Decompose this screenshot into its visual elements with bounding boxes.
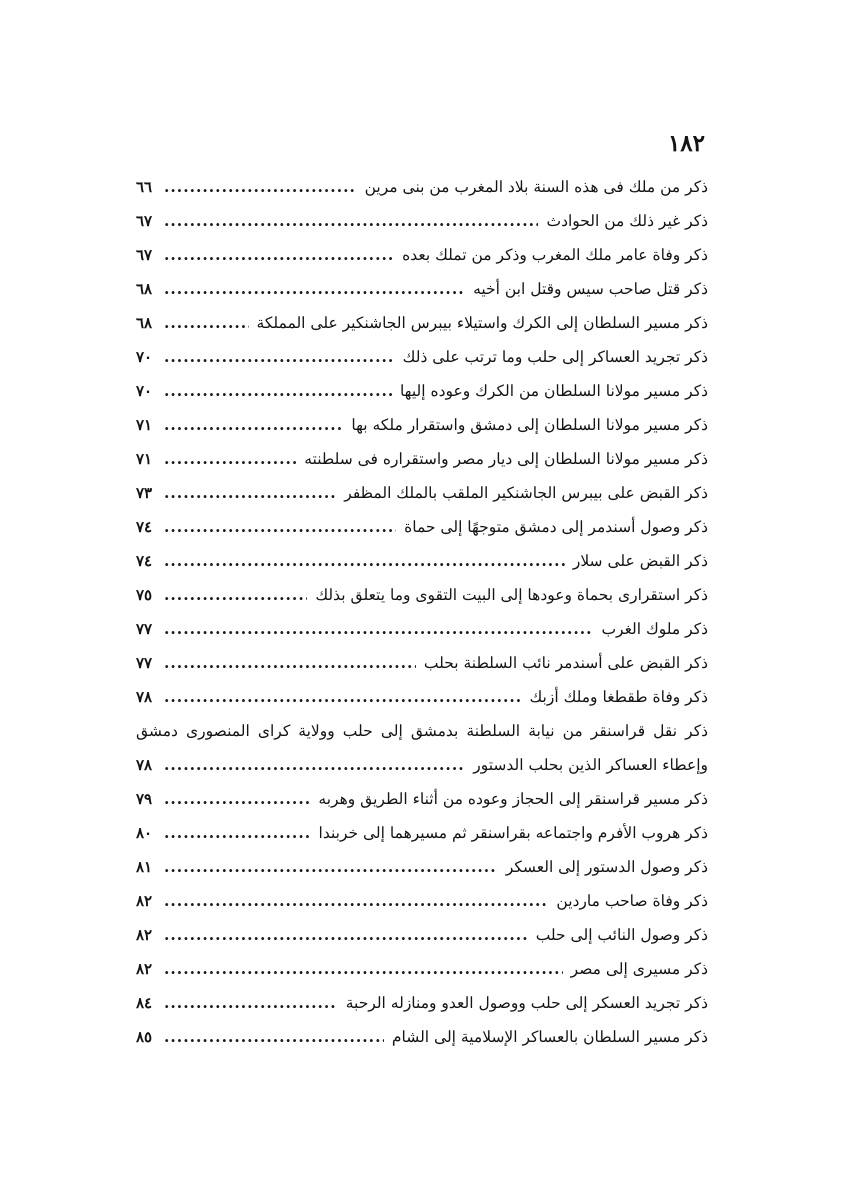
leader-dots — [158, 612, 593, 646]
entry-page-number: ٦٨ — [136, 280, 153, 298]
toc-entry — [136, 340, 708, 374]
entry-page-number: ٦٨ — [136, 314, 153, 332]
entry-title: ذكر تجريد العسكر إلى حلب ووصول العدو ومنازله الرحبة — [345, 994, 708, 1012]
leader-dots — [158, 170, 357, 204]
entry-page-number: ٨٠ — [136, 824, 153, 842]
entry-title: ذكر مسير مولانا السلطان من الكرك وعوده إليها — [399, 382, 708, 400]
entry-title: ذكر مسير السلطان إلى الكرك واستيلاء بيبرس الجاشنكير على المملكة — [256, 314, 708, 332]
entry-page-number: ٧٧ — [136, 654, 153, 672]
entry-page-number: ٧١ — [136, 416, 153, 434]
entry-title-line-2: وإعطاء العساكر الذين بحلب الدستور — [473, 756, 708, 774]
toc-entry — [136, 442, 708, 476]
leader-dots — [158, 374, 392, 408]
entry-page-number: ٨٢ — [136, 892, 153, 910]
toc-entry — [136, 408, 708, 442]
entry-page-number: ٧٨ — [136, 756, 153, 774]
entry-page-number: ٧١ — [136, 450, 153, 468]
entry-title: ذكر وفاة عامر ملك المغرب وذكر من تملك بعده — [402, 246, 708, 264]
entry-page-number: ٧٨ — [136, 688, 153, 706]
entry-title: ذكر مسير السلطان بالعساكر الإسلامية إلى الشام — [391, 1028, 708, 1046]
entry-page-number: ٨٢ — [136, 926, 153, 944]
entry-page-number: ٧٣ — [136, 484, 153, 502]
leader-dots — [158, 680, 521, 714]
toc-entry — [136, 170, 708, 204]
leader-dots — [158, 748, 465, 782]
toc-entry — [136, 612, 708, 646]
table-of-contents — [136, 170, 708, 1054]
entry-page-number: ٦٧ — [136, 246, 153, 264]
entry-title: ذكر وفاة صاحب ماردين — [556, 892, 708, 910]
entry-title: ذكر ملوك الغرب — [601, 620, 708, 638]
toc-entry — [136, 510, 708, 544]
entry-title: ذكر من ملك فى هذه السنة بلاد المغرب من بنى مرين — [364, 178, 708, 196]
entry-title: ذكر وصول الدستور إلى العسكر — [505, 858, 708, 876]
entry-title: ذكر مسير قراسنقر إلى الحجاز وعوده من أثناء الطريق وهربه — [318, 790, 708, 808]
entry-title-line-2-row — [136, 748, 708, 782]
leader-dots — [158, 1020, 384, 1054]
entry-page-number: ٦٦ — [136, 178, 153, 196]
leader-dots — [158, 408, 343, 442]
toc-entry — [136, 986, 708, 1020]
entry-title: ذكر مسير مولانا السلطان إلى ديار مصر واستقراره فى سلطنته — [304, 450, 708, 468]
leader-dots — [158, 442, 296, 476]
toc-entry — [136, 816, 708, 850]
leader-dots — [158, 510, 396, 544]
page-number: ١٨٢ — [667, 130, 705, 157]
leader-dots — [158, 782, 310, 816]
entry-title: ذكر مسيرى إلى مصر — [570, 960, 708, 978]
toc-entry — [136, 544, 708, 578]
toc-entry — [136, 374, 708, 408]
toc-entry — [136, 680, 708, 714]
leader-dots — [158, 952, 563, 986]
leader-dots — [158, 544, 565, 578]
entry-page-number: ٧٥ — [136, 586, 153, 604]
entry-title: ذكر غير ذلك من الحوادث — [546, 212, 708, 230]
entry-page-number: ٦٧ — [136, 212, 153, 230]
entry-title-line-1: ذكر نقل قراسنقر من نيابة السلطنة بدمشق إلى حلب وولاية كراى المنصورى دمشق — [136, 722, 708, 740]
toc-entry — [136, 204, 708, 238]
leader-dots — [158, 918, 528, 952]
entry-title: ذكر القبض على بيبرس الجاشنكير الملقب بالملك المظفر — [344, 484, 708, 502]
leader-dots — [158, 850, 498, 884]
leader-dots — [158, 476, 336, 510]
entry-page-number: ٨٥ — [136, 1028, 153, 1046]
entry-title: ذكر هروب الأفرم واجتماعه بقراسنقر ثم مسيرهما إلى خربندا — [318, 824, 708, 842]
toc-entry — [136, 918, 708, 952]
entry-page-number: ٨١ — [136, 858, 153, 876]
toc-entry — [136, 952, 708, 986]
toc-entry — [136, 476, 708, 510]
leader-dots — [158, 306, 249, 340]
entry-title: ذكر تجريد العساكر إلى حلب وما ترتب على ذلك — [402, 348, 708, 366]
leader-dots — [158, 578, 307, 612]
entry-title: ذكر وفاة طقطغا وملك أزبك — [529, 688, 708, 706]
entry-page-number: ٧٧ — [136, 620, 153, 638]
entry-page-number: ٨٤ — [136, 994, 153, 1012]
entry-title: ذكر مسير مولانا السلطان إلى دمشق واستقرار ملكه بها — [351, 416, 708, 434]
toc-entry — [136, 578, 708, 612]
leader-dots — [158, 646, 416, 680]
toc-entry — [136, 884, 708, 918]
toc-entry — [136, 782, 708, 816]
toc-entry-multiline — [136, 714, 708, 782]
entry-page-number: ٧٩ — [136, 790, 153, 808]
toc-entry — [136, 272, 708, 306]
toc-entry — [136, 850, 708, 884]
entry-page-number: ٨٢ — [136, 960, 153, 978]
entry-title: ذكر وصول النائب إلى حلب — [535, 926, 708, 944]
leader-dots — [158, 340, 395, 374]
entry-title: ذكر القبض على أسندمر نائب السلطنة بحلب — [423, 654, 708, 672]
entry-page-number: ٧٠ — [136, 382, 153, 400]
entry-page-number: ٧٤ — [136, 552, 153, 570]
leader-dots — [158, 272, 465, 306]
entry-title: ذكر قتل صاحب سيس وقتل ابن أخيه — [473, 280, 708, 298]
toc-entry — [136, 646, 708, 680]
entry-page-number: ٧٠ — [136, 348, 153, 366]
toc-entry — [136, 306, 708, 340]
entry-title: ذكر القبض على سلار — [572, 552, 708, 570]
entry-title: ذكر وصول أسندمر إلى دمشق متوجهًا إلى حماة — [404, 518, 708, 536]
leader-dots — [158, 884, 548, 918]
leader-dots — [158, 986, 338, 1020]
toc-entry — [136, 238, 708, 272]
entry-page-number: ٧٤ — [136, 518, 153, 536]
entry-title: ذكر استقرارى بحماة وعودها إلى البيت التقوى وما يتعلق بذلك — [315, 586, 708, 604]
leader-dots — [158, 816, 311, 850]
leader-dots — [158, 204, 538, 238]
leader-dots — [158, 238, 394, 272]
toc-entry — [136, 1020, 708, 1054]
